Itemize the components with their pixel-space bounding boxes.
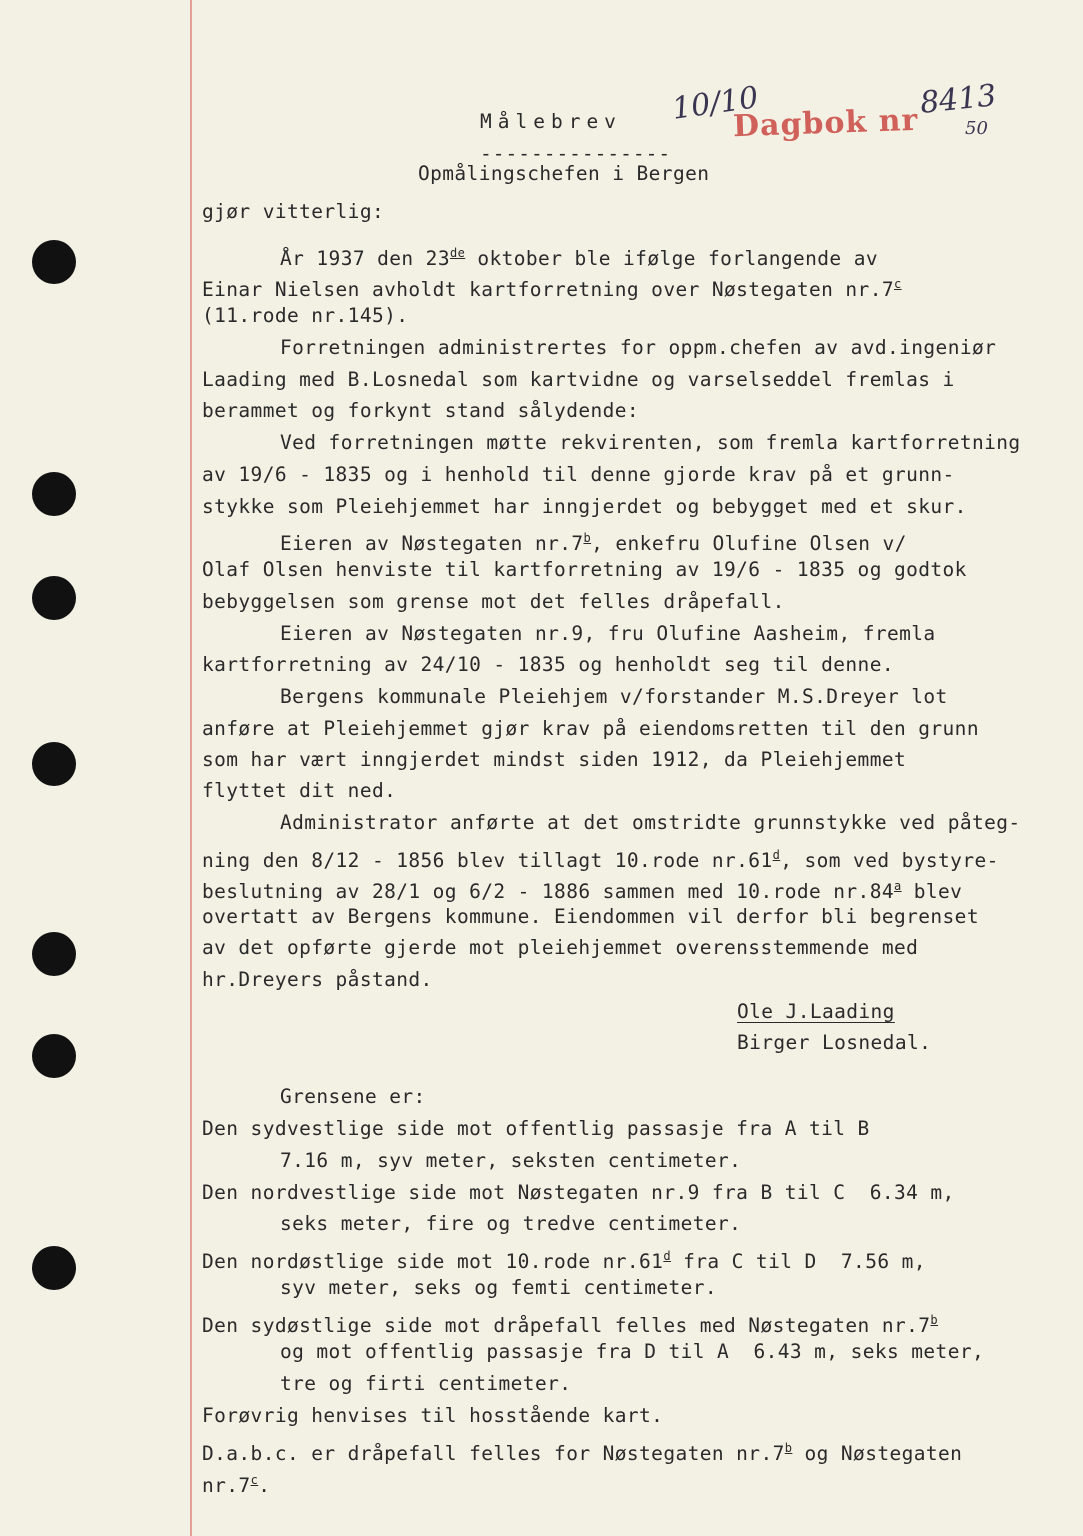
text-line: hr.Dreyers påstand. — [202, 968, 433, 991]
borders-heading: Grensene er: — [280, 1085, 426, 1108]
text-line: ning den 8/12 - 1856 blev tillagt 10.rode nr.61$^d$, som ved bystyre- — [202, 848, 999, 872]
text-line: 7.16 m, syv meter, seksten centimeter. — [280, 1149, 742, 1172]
text-line: som har vært inngjerdet mindst siden 1912, da Pleiehjemmet — [202, 748, 907, 771]
text-line: Eieren av Nøstegaten nr.7$^b$, enkefru Olufine Olsen v/ — [280, 531, 907, 555]
text-line: D.a.b.c. er dråpefall felles for Nøstegaten nr.7$^b$ og Nøstegaten — [202, 1441, 963, 1465]
dagbok-stamp: Dagbok nr — [732, 102, 919, 145]
punch-hole — [32, 742, 76, 786]
handwritten-date: 10/10 — [669, 80, 761, 127]
text-line: beslutning av 28/1 og 6/2 - 1886 sammen med 10.rode nr.84$^a$ blev — [202, 879, 963, 903]
text-line: av det opførte gjerde mot pleiehjemmet overensstemmende med — [202, 936, 919, 959]
text-line: stykke som Pleiehjemmet har inngjerdet og bebygget med et skur. — [202, 495, 967, 518]
text-line: Eieren av Nøstegaten nr.9, fru Olufine Aasheim, fremla — [280, 622, 936, 645]
title-underline-dashes: --------------- — [480, 142, 672, 165]
text-line: flyttet dit ned. — [202, 779, 397, 802]
document-title: Målebrev — [480, 110, 622, 133]
text-line: bebyggelsen som grense mot det felles dråpefall. — [202, 590, 785, 613]
text-line: nr.7$^c$. — [202, 1473, 271, 1497]
handwritten-year: 50 — [965, 118, 988, 139]
text-line: Laading med B.Losnedal som kartvidne og varselseddel fremlas i — [202, 368, 955, 391]
text-line: Administrator anførte at det omstridte grunnstykke ved påteg- — [280, 811, 1021, 834]
text-line: Forøvrig henvises til hosstående kart. — [202, 1404, 664, 1427]
text-line: av 19/6 - 1835 og i henhold til denne gjorde krav på et grunn- — [202, 463, 955, 486]
punch-hole — [32, 240, 76, 284]
text-line: og mot offentlig passasje fra D til A 6.43 m, seks meter, — [280, 1340, 985, 1363]
signature-laading: Ole J.Laading — [737, 1000, 895, 1023]
text-line: Olaf Olsen henviste til kartforretning av 19/6 - 1835 og godtok — [202, 558, 967, 581]
text-line: Bergens kommunale Pleiehjem v/forstander M.S.Dreyer lot — [280, 685, 948, 708]
text-line: tre og firti centimeter. — [280, 1372, 572, 1395]
text-line: Den sydøstlige side mot dråpefall felles med Nøstegaten nr.7$^b$ — [202, 1313, 939, 1337]
text-line: Den nordøstlige side mot 10.rode nr.61$^d$ fra C til D 7.56 m, — [202, 1249, 926, 1273]
text-line: Einar Nielsen avholdt kartforretning over Nøstegaten nr.7$^c$ — [202, 277, 902, 301]
handwritten-journal-number: 8413 — [918, 78, 998, 121]
punch-hole — [32, 932, 76, 976]
punch-hole — [32, 576, 76, 620]
text-line: kartforretning av 24/10 - 1835 og henholdt seg til denne. — [202, 653, 894, 676]
text-line: (11.rode nr.145). — [202, 304, 409, 327]
text-line: overtatt av Bergens kommune. Eiendommen vil derfor bli begrenset — [202, 905, 979, 928]
text-line: seks meter, fire og tredve centimeter. — [280, 1212, 742, 1235]
text-line: syv meter, seks og femti centimeter. — [280, 1276, 718, 1299]
text-line: Ved forretningen møtte rekvirenten, som fremla kartforretning — [280, 431, 1021, 454]
text-line: Den nordvestlige side mot Nøstegaten nr.9 fra B til C 6.34 m, — [202, 1181, 955, 1204]
text-line: Forretningen administrertes for oppm.chefen av avd.ingeniør — [280, 336, 997, 359]
punch-hole — [32, 1034, 76, 1078]
text-line: gjør vitterlig: — [202, 200, 385, 223]
text-line: År 1937 den 23de oktober ble ifølge forlangende av — [280, 246, 878, 270]
text-line: anføre at Pleiehjemmet gjør krav på eiendomsretten til den grunn — [202, 717, 979, 740]
text-line: berammet og forkynt stand sålydende: — [202, 399, 640, 422]
text-line: Den sydvestlige side mot offentlig passasje fra A til B — [202, 1117, 870, 1140]
punch-hole — [32, 472, 76, 516]
signature-losnedal: Birger Losnedal. — [737, 1031, 932, 1054]
issuer-line: Opmålingschefen i Bergen — [418, 162, 710, 185]
punch-hole — [32, 1246, 76, 1290]
margin-line — [190, 0, 192, 1536]
